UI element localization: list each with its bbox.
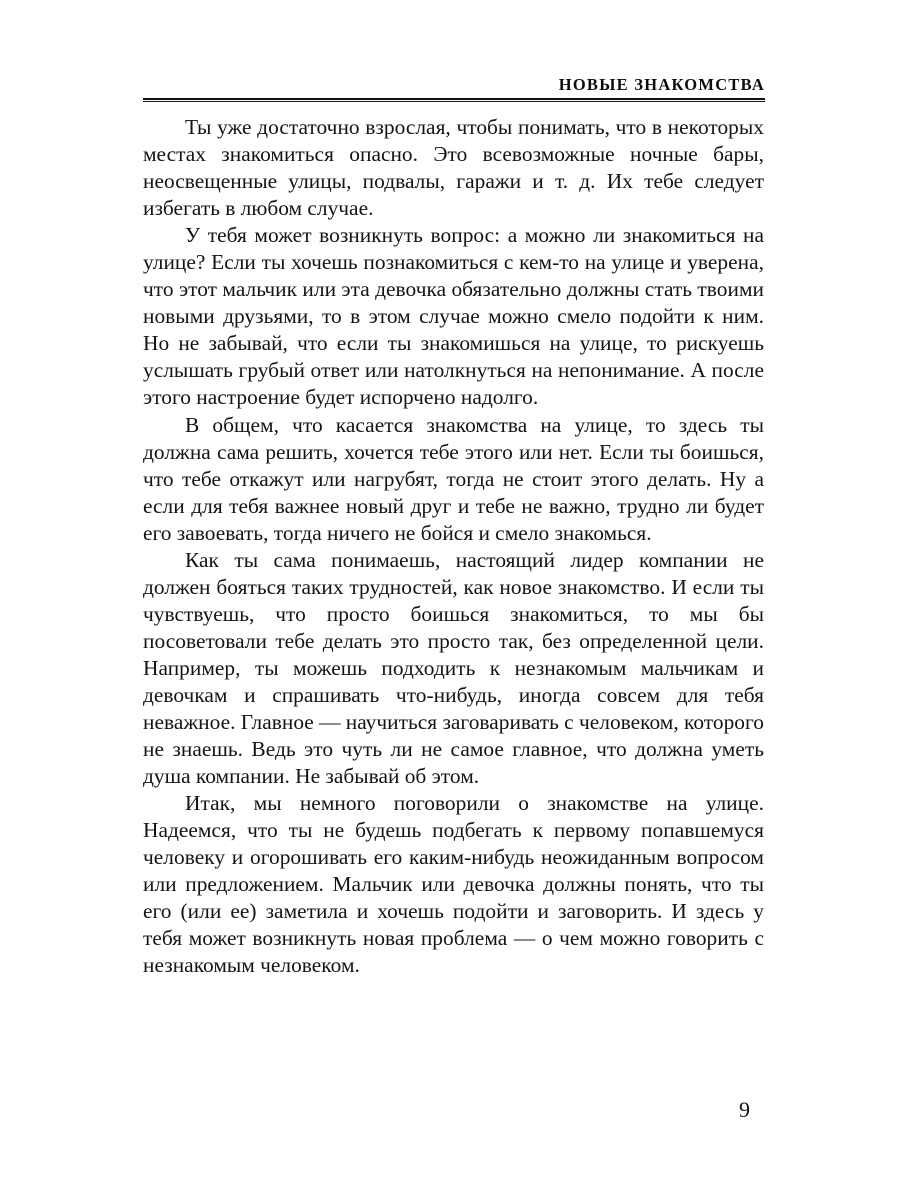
paragraph: Как ты сама понимаешь, настоящий лидер компании не должен бояться таких трудностей, как новое знакомство. И если ты чувствуешь, что просто боишься знакомиться, то мы бы посоветовали тебе делать это просто так, без определенной цели. Например, ты можешь подходить к незнакомым мальчикам и девочкам и спрашивать что-нибудь, иногда совсем для тебя неважное. Главное — научиться заговаривать с человеком, которого не знаешь. Ведь это чуть ли не самое главное, что должна уметь душа компании. Не забывай об этом. (143, 547, 764, 789)
running-head: НОВЫЕ ЗНАКОМСТВА (558, 75, 765, 94)
header-double-rule (143, 98, 765, 102)
page-footer (143, 1099, 764, 1121)
paragraph: Ты уже достаточно взрослая, чтобы понимать, что в некоторых местах знакомиться опасно. Это всевозможные ночные бары, неосвещенные улицы, подвалы, гаражи и т. д. Их тебе следует избегать в любом случае. (143, 115, 764, 221)
paragraph: Итак, мы немного поговорили о знакомстве на улице. Надеемся, что ты не будешь подбегать к первому попавшемуся человеку и огорошивать его каким-нибудь неожиданным вопросом или предложением. Мальчик или девочка должны понять, что ты его (или ее) заметила и хочешь подойти и заговорить. И здесь у тебя может возникнуть новая проблема — о чем можно говорить с незнакомым человеком. (143, 791, 764, 978)
paragraph: У тебя может возникнуть вопрос: а можно ли знакомиться на улице? Если ты хочешь познакомиться с кем-то на улице и уверена, что этот мальчик или эта девочка обязательно должны стать твоими новыми друзьями, то в этом случае можно смело подойти к ним. Но не забывай, что если ты знакомишься на улице, то рискуешь услышать грубый ответ или натолкнуться на непонимание. А после этого настроение будет испорчено надолго. (143, 223, 764, 410)
paragraph: В общем, что касается знакомства на улице, то здесь ты должна сама решить, хочется тебе этого или нет. Если ты боишься, что тебе откажут или нагрубят, тогда не стоит этого делать. Ну а если для тебя важнее новый друг и тебе не важно, трудно ли будет его завоевать, тогда ничего не бойся и смело знакомься. (143, 412, 764, 545)
page-number: 9 (739, 1097, 750, 1122)
body-text-block (143, 114, 764, 980)
header-rule-thin (143, 101, 765, 102)
header-rule-thick (143, 98, 765, 100)
